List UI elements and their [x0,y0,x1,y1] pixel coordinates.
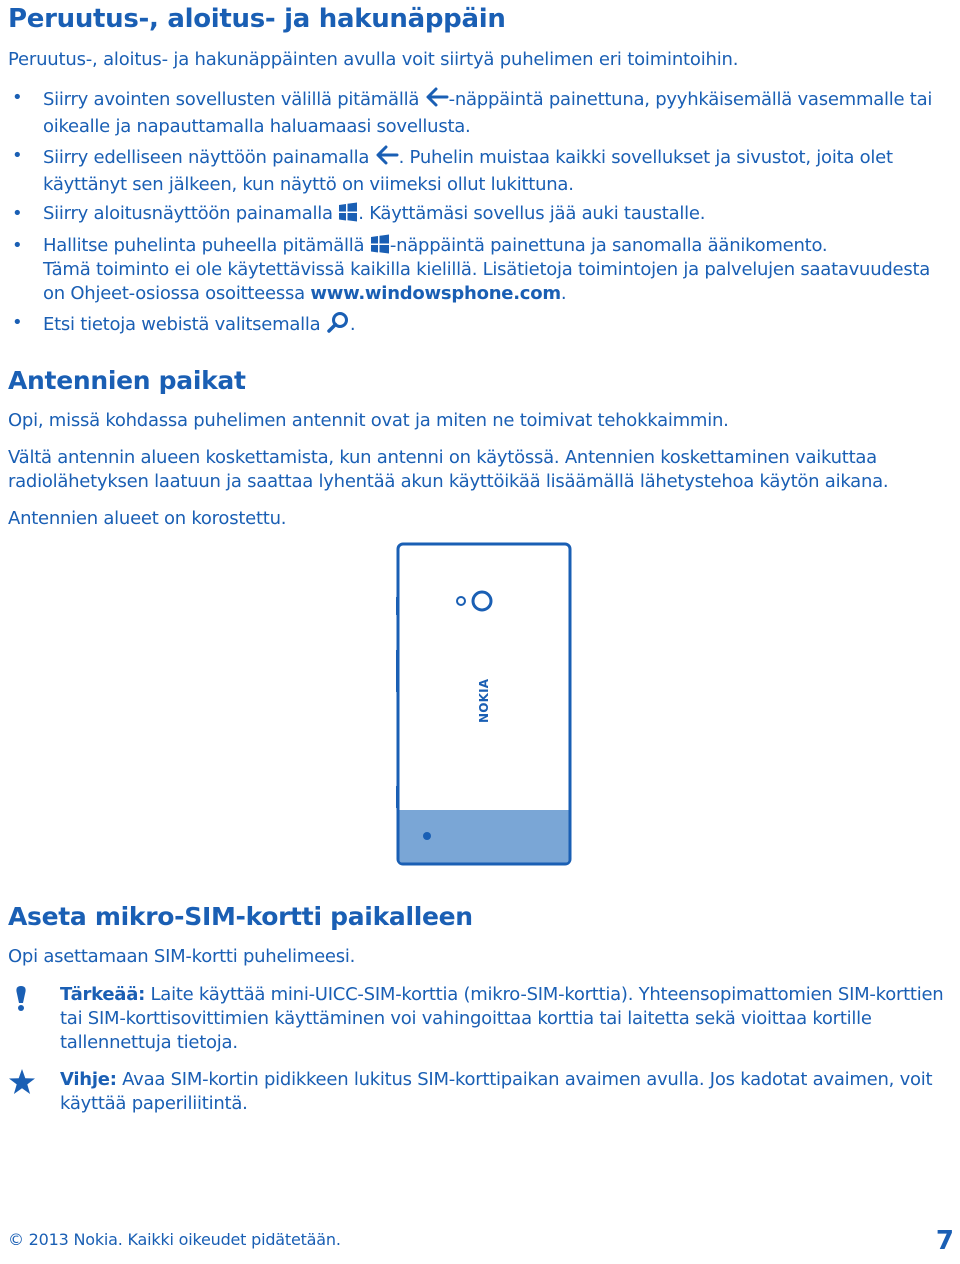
back-arrow-icon [375,144,399,173]
phone-back-illustration [396,542,572,866]
keys-bullet-list [8,86,958,266]
section-lead-antennas: Opi, missä kohdassa puhelimen antennit ovat ja miten ne toimivat tehokkaimmin. [8,410,729,431]
section-title-sim: Aseta mikro-SIM-kortti paikalleen [8,902,473,931]
availability-note: Tämä toiminto ei ole käytettävissä kaikilla kielillä. Lisätietoja toimintojen ja palvelujen saatavuudesta on Ohjeet-osiossa osoitteessa www.windowsphone.com. [43,259,931,304]
list-item: • Hallitse puhelinta puheella pitämällä -näppäintä painettuna ja sanomalla äänikomento. [8,234,958,261]
search-bullet-list [8,311,958,345]
tip-note: Vihje: Avaa SIM-kortin pidikkeen lukitus SIM-korttipaikan avaimen avulla. Jos kadotat avaimen, voit käyttää paperiliitintä. [60,1069,933,1114]
windows-start-icon [338,202,358,229]
antenna-highlight-note: Antennien alueet on korostettu. [8,508,287,529]
section-title-keys: Peruutus-, aloitus- ja hakunäppäin [8,4,506,34]
nokia-logo: NOKIA [477,678,491,723]
important-label: Tärkeää: [60,984,146,1005]
tip-label: Vihje: [60,1069,117,1090]
section-lead-keys: Peruutus-, aloitus- ja hakunäppäinten avulla voit siirtyä puhelimen eri toimintoihin. [8,49,739,70]
list-item: • Siirry edelliseen näyttöön painamalla . Puhelin muistaa kaikki sovellukset ja sivustot, joita olet käyttänyt sen jälkeen, kun näyttö on viimeksi ollut lukittuna. [8,144,958,197]
list-item: • Siirry aloitusnäyttöön painamalla . Käyttämäsi sovellus jää auki taustalle. [8,202,958,229]
section-title-antennas: Antennien paikat [8,366,246,395]
windowsphone-link[interactable]: www.windowsphone.com [310,283,561,304]
back-arrow-icon [425,86,449,115]
important-note: Tärkeää: Laite käyttää mini-UICC-SIM-korttia (mikro-SIM-korttia). Yhteensopimattomien SIM-korttien tai SIM-korttisovittimien käyttäminen voi vahingoittaa korttia tai laitetta sekä vioittaa kortille tallennettuja tietoja. [60,984,944,1053]
page-number: 7 [935,1226,954,1256]
search-icon [326,311,350,340]
copyright: © 2013 Nokia. Kaikki oikeudet pidätetään. [8,1230,341,1249]
windows-start-icon [370,234,390,261]
section-lead-sim: Opi asettamaan SIM-kortti puhelimeesi. [8,946,356,967]
important-icon [8,984,34,1016]
antenna-paragraph: Vältä antennin alueen koskettamista, kun antenni on käytössä. Antennien koskettaminen vaikuttaa radiolähetyksen laatuun ja saattaa lyhentää akun käyttöikää lisäämällä lähetystehoa käytön aikana. [8,447,889,492]
star-icon [8,1068,36,1100]
list-item: • Etsi tietoja webistä valitsemalla . [8,311,958,340]
list-item: • Siirry avointen sovellusten välillä pitämällä -näppäintä painettuna, pyyhkäisemällä vasemmalle tai oikealle ja napauttamalla haluamaasi sovellusta. [8,86,958,139]
